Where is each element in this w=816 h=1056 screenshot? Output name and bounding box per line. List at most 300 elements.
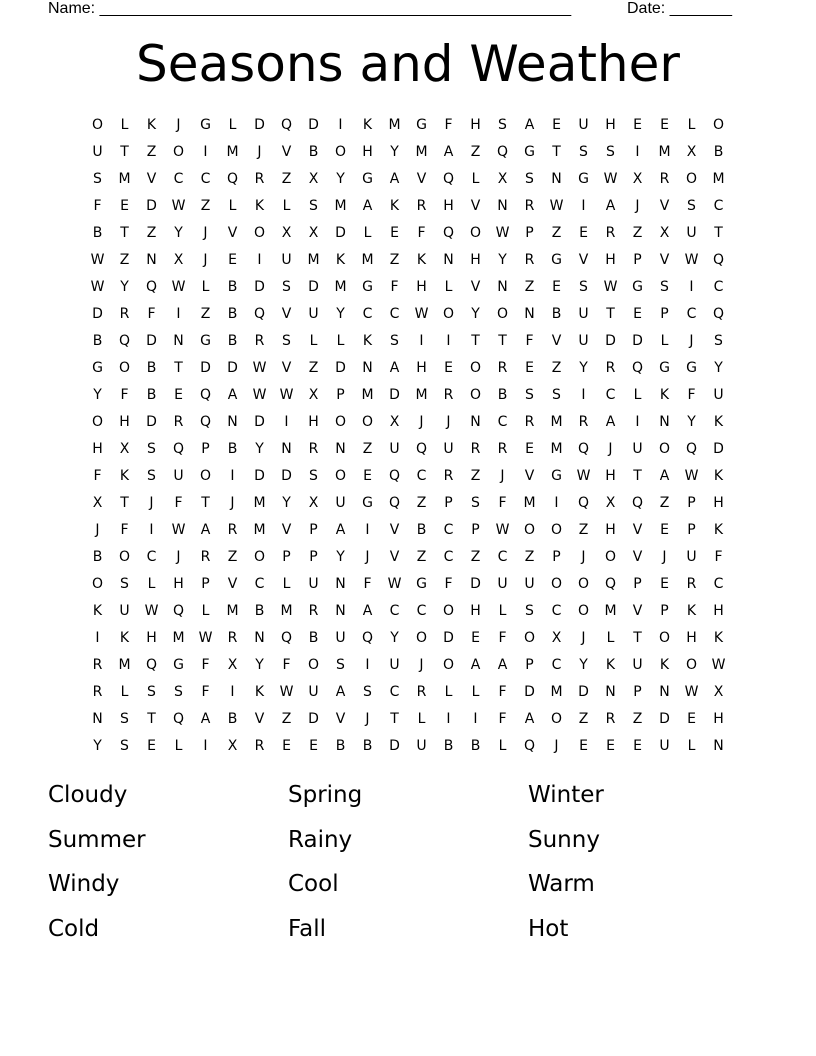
grid-letter: N	[92, 711, 103, 727]
grid-letter: P	[552, 549, 561, 565]
grid-letter: E	[633, 117, 642, 133]
grid-letter: L	[471, 684, 480, 700]
grid-letter: M	[550, 441, 563, 457]
grid-row	[84, 112, 732, 139]
grid-letter: W	[252, 387, 267, 403]
grid-letter: Q	[280, 630, 293, 646]
word-bank-item: Spring	[288, 782, 363, 808]
grid-letter: V	[227, 576, 238, 592]
grid-row	[84, 652, 732, 679]
grid-letter: H	[605, 468, 616, 484]
grid-letter: W	[171, 522, 186, 538]
grid-letter: S	[120, 711, 129, 727]
grid-letter: F	[498, 711, 507, 727]
grid-letter: V	[281, 522, 292, 538]
grid-letter: F	[444, 117, 453, 133]
grid-letter: O	[550, 711, 563, 727]
grid-letter: Q	[523, 738, 536, 754]
header	[0, 0, 816, 22]
word-bank-row	[48, 778, 768, 823]
grid-letter: C	[497, 414, 508, 430]
grid-letter: Z	[524, 549, 535, 565]
grid-letter: N	[281, 441, 292, 457]
grid-letter: V	[659, 252, 670, 268]
grid-letter: V	[632, 549, 643, 565]
grid-letter: O	[658, 630, 671, 646]
grid-letter: K	[713, 468, 724, 484]
grid-letter: K	[389, 198, 400, 214]
grid-letter: N	[335, 441, 346, 457]
grid-letter: S	[93, 171, 102, 187]
grid-letter: Z	[416, 549, 427, 565]
grid-letter: Z	[470, 549, 481, 565]
grid-letter: S	[714, 333, 723, 349]
grid-letter: L	[363, 225, 372, 241]
grid-letter: A	[227, 387, 238, 403]
grid-letter: C	[146, 549, 157, 565]
grid-letter: H	[470, 252, 481, 268]
grid-letter: O	[172, 144, 185, 160]
grid-letter: H	[362, 144, 373, 160]
grid-letter: U	[308, 306, 319, 322]
grid-letter: C	[551, 657, 562, 673]
grid-letter: R	[605, 711, 616, 727]
grid-letter: S	[282, 333, 291, 349]
grid-letter: M	[523, 495, 536, 511]
grid-letter: S	[579, 279, 588, 295]
grid-letter: A	[524, 711, 535, 727]
grid-letter: S	[147, 441, 156, 457]
grid-letter: V	[524, 468, 535, 484]
grid-letter: Y	[336, 549, 345, 565]
grid-row	[84, 274, 732, 301]
grid-letter: G	[200, 333, 211, 349]
grid-letter: X	[308, 225, 319, 241]
grid-letter: W	[198, 630, 213, 646]
grid-letter: F	[201, 684, 210, 700]
grid-letter: Y	[390, 630, 399, 646]
grid-letter: H	[470, 603, 481, 619]
grid-letter: Z	[227, 549, 238, 565]
grid-letter: M	[415, 387, 428, 403]
grid-letter: S	[120, 738, 129, 754]
grid-letter: V	[632, 603, 643, 619]
grid-letter: R	[497, 360, 508, 376]
grid-letter: N	[335, 576, 346, 592]
grid-letter: R	[524, 414, 535, 430]
grid-letter: F	[147, 306, 156, 322]
grid-row	[84, 166, 732, 193]
grid-letter: F	[282, 657, 291, 673]
grid-letter: A	[335, 522, 346, 538]
grid-letter: H	[416, 279, 427, 295]
grid-letter: R	[416, 198, 427, 214]
grid-letter: Y	[174, 225, 183, 241]
grid-letter: X	[389, 414, 400, 430]
grid-letter: Z	[632, 711, 643, 727]
grid-letter: W	[90, 279, 105, 295]
grid-letter: N	[605, 684, 616, 700]
grid-letter: U	[173, 468, 184, 484]
grid-row	[84, 679, 732, 706]
grid-row	[84, 247, 732, 274]
grid-letter: P	[525, 225, 534, 241]
grid-letter: B	[92, 225, 103, 241]
grid-row	[84, 436, 732, 463]
grid-letter: F	[201, 657, 210, 673]
grid-letter: H	[713, 495, 724, 511]
grid-letter: U	[389, 657, 400, 673]
grid-letter: I	[203, 144, 208, 160]
grid-letter: R	[443, 468, 454, 484]
grid-letter: P	[336, 387, 345, 403]
grid-letter: P	[687, 495, 696, 511]
grid-letter: O	[442, 603, 455, 619]
grid-letter: S	[525, 387, 534, 403]
grid-letter: D	[632, 333, 643, 349]
grid-letter: Y	[471, 306, 480, 322]
grid-letter: J	[581, 549, 586, 565]
grid-letter: D	[713, 441, 724, 457]
grid-letter: O	[91, 576, 104, 592]
grid-letter: L	[687, 738, 696, 754]
grid-letter: D	[146, 414, 157, 430]
grid-letter: R	[254, 738, 265, 754]
grid-letter: R	[308, 603, 319, 619]
grid-letter: R	[578, 414, 589, 430]
grid-letter: J	[230, 495, 235, 511]
grid-letter: H	[443, 198, 454, 214]
grid-letter: Y	[336, 306, 345, 322]
grid-letter: Q	[631, 495, 644, 511]
grid-letter: O	[199, 468, 212, 484]
grid-letter: K	[92, 603, 103, 619]
grid-letter: L	[282, 198, 291, 214]
grid-letter: D	[659, 711, 670, 727]
grid-letter: B	[227, 306, 238, 322]
grid-letter: Q	[199, 414, 212, 430]
grid-letter: Y	[579, 360, 588, 376]
grid-letter: F	[174, 495, 183, 511]
grid-letter: S	[147, 684, 156, 700]
grid-row	[84, 544, 732, 571]
grid-letter: O	[118, 549, 131, 565]
grid-letter: B	[227, 441, 238, 457]
grid-letter: S	[147, 468, 156, 484]
grid-letter: B	[227, 279, 238, 295]
grid-letter: R	[524, 252, 535, 268]
grid-row	[84, 301, 732, 328]
grid-letter: O	[550, 576, 563, 592]
grid-letter: U	[389, 441, 400, 457]
grid-letter: P	[687, 522, 696, 538]
grid-letter: K	[713, 630, 724, 646]
grid-letter: R	[92, 684, 103, 700]
grid-letter: E	[579, 225, 588, 241]
grid-letter: C	[605, 387, 616, 403]
grid-letter: Q	[172, 441, 185, 457]
grid-letter: C	[173, 171, 184, 187]
grid-letter: V	[470, 279, 481, 295]
grid-letter: R	[605, 360, 616, 376]
grid-letter: R	[119, 306, 130, 322]
grid-letter: A	[605, 414, 616, 430]
grid-letter: T	[633, 468, 642, 484]
grid-letter: O	[334, 144, 347, 160]
grid-letter: E	[660, 576, 669, 592]
grid-letter: V	[632, 522, 643, 538]
grid-letter: Q	[226, 171, 239, 187]
grid-letter: I	[230, 684, 235, 700]
grid-letter: Z	[416, 495, 427, 511]
grid-letter: R	[92, 657, 103, 673]
grid-letter: T	[120, 144, 129, 160]
grid-letter: K	[146, 117, 157, 133]
grid-letter: O	[91, 414, 104, 430]
grid-letter: A	[362, 603, 373, 619]
grid-letter: T	[147, 711, 156, 727]
grid-letter: Q	[388, 495, 401, 511]
grid-letter: C	[200, 171, 211, 187]
grid-letter: N	[713, 738, 724, 754]
grid-letter: T	[471, 333, 480, 349]
grid-letter: A	[362, 198, 373, 214]
grid-letter: S	[687, 198, 696, 214]
grid-letter: A	[443, 144, 454, 160]
grid-letter: E	[660, 522, 669, 538]
grid-letter: W	[90, 252, 105, 268]
grid-letter: Y	[255, 657, 264, 673]
grid-letter: W	[144, 603, 159, 619]
grid-letter: X	[551, 630, 562, 646]
grid-letter: S	[363, 684, 372, 700]
grid-letter: R	[254, 171, 265, 187]
grid-letter: G	[551, 252, 562, 268]
grid-letter: M	[334, 279, 347, 295]
grid-letter: O	[577, 603, 590, 619]
grid-letter: N	[659, 414, 670, 430]
grid-letter: L	[120, 117, 129, 133]
grid-row	[84, 328, 732, 355]
grid-letter: H	[119, 414, 130, 430]
grid-letter: C	[713, 576, 724, 592]
grid-letter: Z	[200, 306, 211, 322]
grid-letter: X	[308, 171, 319, 187]
grid-letter: W	[684, 468, 699, 484]
grid-letter: W	[576, 468, 591, 484]
grid-letter: D	[605, 333, 616, 349]
grid-letter: X	[227, 738, 238, 754]
grid-letter: O	[577, 576, 590, 592]
grid-letter: R	[254, 333, 265, 349]
grid-letter: R	[524, 198, 535, 214]
grid-letter: U	[578, 306, 589, 322]
grid-row	[84, 490, 732, 517]
grid-letter: B	[254, 603, 265, 619]
grid-letter: J	[419, 657, 424, 673]
grid-letter: E	[309, 738, 318, 754]
grid-letter: G	[173, 657, 184, 673]
grid-letter: C	[389, 603, 400, 619]
grid-letter: M	[550, 684, 563, 700]
grid-letter: K	[335, 252, 346, 268]
grid-letter: J	[95, 522, 100, 538]
grid-letter: F	[525, 333, 534, 349]
grid-letter: G	[578, 171, 589, 187]
grid-letter: Y	[120, 279, 129, 295]
grid-letter: N	[335, 603, 346, 619]
grid-letter: N	[254, 630, 265, 646]
grid-letter: G	[524, 144, 535, 160]
grid-letter: C	[713, 198, 724, 214]
grid-letter: K	[605, 657, 616, 673]
grid-letter: B	[308, 144, 319, 160]
grid-letter: X	[713, 684, 724, 700]
grid-letter: T	[174, 360, 183, 376]
grid-letter: A	[200, 522, 211, 538]
grid-letter: K	[713, 522, 724, 538]
grid-letter: U	[686, 225, 697, 241]
grid-letter: F	[498, 495, 507, 511]
grid-letter: R	[605, 225, 616, 241]
word-bank-item: Cold	[48, 915, 100, 942]
grid-letter: H	[686, 630, 697, 646]
grid-letter: S	[552, 387, 561, 403]
grid-letter: V	[551, 333, 562, 349]
grid-letter: X	[632, 171, 643, 187]
grid-letter: I	[176, 306, 181, 322]
grid-letter: I	[95, 630, 100, 646]
grid-letter: B	[335, 738, 346, 754]
grid-letter: E	[633, 306, 642, 322]
grid-letter: B	[470, 738, 481, 754]
grid-letter: K	[254, 684, 265, 700]
grid-letter: D	[92, 306, 103, 322]
grid-letter: V	[281, 360, 292, 376]
grid-letter: W	[252, 360, 267, 376]
grid-letter: J	[500, 468, 505, 484]
grid-letter: K	[119, 468, 130, 484]
grid-letter: U	[416, 738, 427, 754]
grid-letter: N	[497, 198, 508, 214]
grid-letter: J	[149, 495, 154, 511]
grid-letter: N	[470, 414, 481, 430]
grid-letter: Q	[280, 117, 293, 133]
grid-letter: N	[173, 333, 184, 349]
grid-letter: K	[686, 603, 697, 619]
grid-letter: D	[254, 117, 265, 133]
grid-letter: L	[633, 387, 642, 403]
grid-letter: Z	[281, 171, 292, 187]
grid-letter: I	[338, 117, 343, 133]
grid-letter: P	[660, 306, 669, 322]
grid-letter: C	[254, 576, 265, 592]
grid-letter: C	[416, 603, 427, 619]
grid-letter: N	[524, 306, 535, 322]
grid-letter: L	[498, 603, 507, 619]
grid-letter: Y	[687, 414, 696, 430]
grid-letter: F	[93, 468, 102, 484]
grid-letter: M	[550, 414, 563, 430]
grid-letter: W	[171, 198, 186, 214]
grid-letter: I	[446, 711, 451, 727]
grid-letter: H	[605, 117, 616, 133]
grid-letter: X	[497, 171, 508, 187]
grid-letter: Q	[631, 360, 644, 376]
grid-letter: T	[633, 630, 642, 646]
grid-letter: E	[552, 279, 561, 295]
grid-letter: W	[495, 225, 510, 241]
grid-letter: G	[659, 360, 670, 376]
grid-letter: P	[309, 522, 318, 538]
grid-letter: A	[389, 171, 400, 187]
grid-letter: B	[146, 387, 157, 403]
grid-letter: F	[444, 576, 453, 592]
word-bank-item: Rainy	[288, 826, 353, 853]
grid-letter: Q	[199, 387, 212, 403]
page-title: Seasons and Weather	[136, 35, 680, 93]
grid-letter: W	[495, 522, 510, 538]
grid-letter: J	[176, 549, 181, 565]
grid-letter: I	[419, 333, 424, 349]
grid-letter: W	[279, 684, 294, 700]
grid-letter: B	[416, 522, 427, 538]
grid-letter: E	[147, 738, 156, 754]
grid-letter: Z	[146, 225, 157, 241]
date-field-label: Date: _______	[627, 0, 732, 17]
grid-letter: D	[335, 360, 346, 376]
grid-letter: C	[362, 306, 373, 322]
grid-letter: S	[525, 603, 534, 619]
grid-letter: O	[334, 468, 347, 484]
grid-letter: W	[684, 684, 699, 700]
grid-letter: J	[419, 414, 424, 430]
grid-letter: R	[173, 414, 184, 430]
word-bank-item: Sunny	[528, 826, 600, 853]
word-search-grid	[84, 112, 732, 760]
grid-letter: R	[497, 441, 508, 457]
grid-letter: I	[203, 738, 208, 754]
grid-letter: R	[227, 630, 238, 646]
grid-letter: W	[387, 576, 402, 592]
grid-letter: E	[552, 117, 561, 133]
grid-letter: X	[119, 441, 130, 457]
grid-letter: M	[361, 387, 374, 403]
grid-letter: A	[335, 684, 346, 700]
grid-letter: M	[280, 603, 293, 619]
grid-letter: P	[282, 549, 291, 565]
grid-letter: J	[176, 117, 181, 133]
grid-letter: C	[443, 549, 454, 565]
grid-letter: B	[227, 333, 238, 349]
grid-letter: P	[471, 522, 480, 538]
grid-letter: D	[227, 360, 238, 376]
grid-letter: A	[659, 468, 670, 484]
grid-letter: E	[525, 441, 534, 457]
grid-letter: F	[390, 279, 399, 295]
grid-letter: Z	[308, 360, 319, 376]
grid-letter: O	[685, 657, 698, 673]
grid-letter: O	[523, 522, 536, 538]
grid-letter: D	[578, 684, 589, 700]
grid-letter: I	[257, 252, 262, 268]
grid-letter: G	[416, 117, 427, 133]
grid-letter: N	[497, 279, 508, 295]
grid-letter: O	[469, 225, 482, 241]
grid-letter: Y	[282, 495, 291, 511]
grid-letter: F	[363, 576, 372, 592]
grid-letter: Y	[390, 144, 399, 160]
